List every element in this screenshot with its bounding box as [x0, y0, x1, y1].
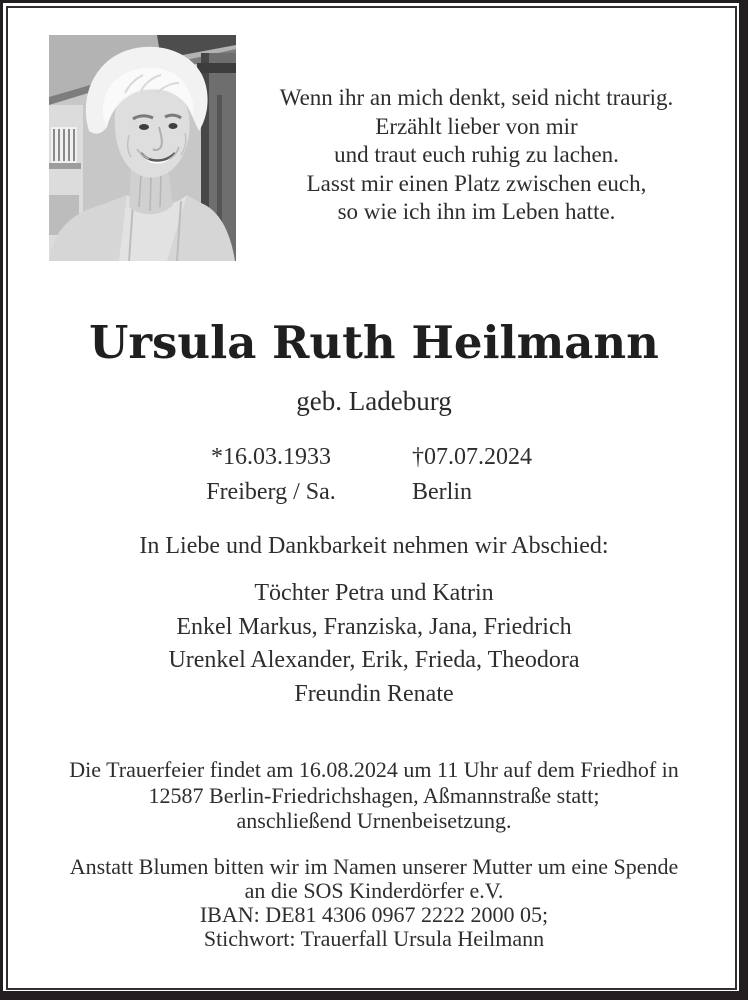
mourners-line: Töchter Petra und Katrin — [254, 580, 494, 606]
funeral-line: anschließend Urnenbeisetzung. — [236, 808, 512, 833]
farewell-line: In Liebe und Dankbarkeit nehmen wir Abschied: — [139, 533, 609, 559]
funeral-line: Die Trauerfeier findet am 16.08.2024 um 11 Uhr auf dem Friedhof in — [69, 757, 679, 782]
mourners-line: Enkel Markus, Franziska, Jana, Friedrich — [176, 613, 572, 640]
donation-line: IBAN: DE81 4306 0967 2222 2000 05; — [199, 902, 549, 927]
portrait-photo-graphic — [49, 35, 236, 261]
funeral-line: 12587 Berlin-Friedrichshagen, Aßmannstraße statt; — [148, 782, 600, 808]
funeral-info — [0, 757, 748, 834]
birth-place: Freiberg / Sa. — [206, 479, 336, 505]
donation-info — [0, 855, 748, 951]
death-place: Berlin — [412, 479, 472, 505]
death-date: †07.07.2024 — [412, 444, 532, 470]
poem-line: so wie ich ihn im Leben hatte. — [337, 199, 616, 224]
donation-line: Stichwort: Trauerfall Ursula Heilmann — [203, 926, 545, 951]
deceased-name: Ursula Ruth Heilmann — [89, 316, 659, 369]
mourners-line: Freundin Renate — [294, 680, 454, 707]
donation-line: an die SOS Kinderdörfer e.V. — [244, 878, 504, 903]
donation-line: Anstatt Blumen bitten wir im Namen unserer Mutter um eine Spende — [69, 854, 679, 879]
birth-date: *16.03.1933 — [211, 444, 331, 470]
birth-info — [196, 440, 346, 510]
death-info — [412, 440, 552, 510]
poem-line: Lasst mir einen Platz zwischen euch, — [306, 170, 647, 196]
life-dates — [0, 440, 748, 510]
maiden-name: geb. Ladeburg — [296, 386, 452, 416]
poem-line: Erzählt lieber von mir — [375, 113, 578, 139]
poem-line: und traut euch ruhig zu lachen. — [334, 142, 619, 167]
poem-line: Wenn ihr an mich denkt, seid nicht traurig. — [279, 85, 674, 110]
mourners-list — [0, 577, 748, 711]
mourners-line: Urenkel Alexander, Erik, Frieda, Theodora — [168, 647, 580, 673]
portrait-photo — [49, 35, 236, 261]
memorial-poem — [237, 84, 716, 227]
